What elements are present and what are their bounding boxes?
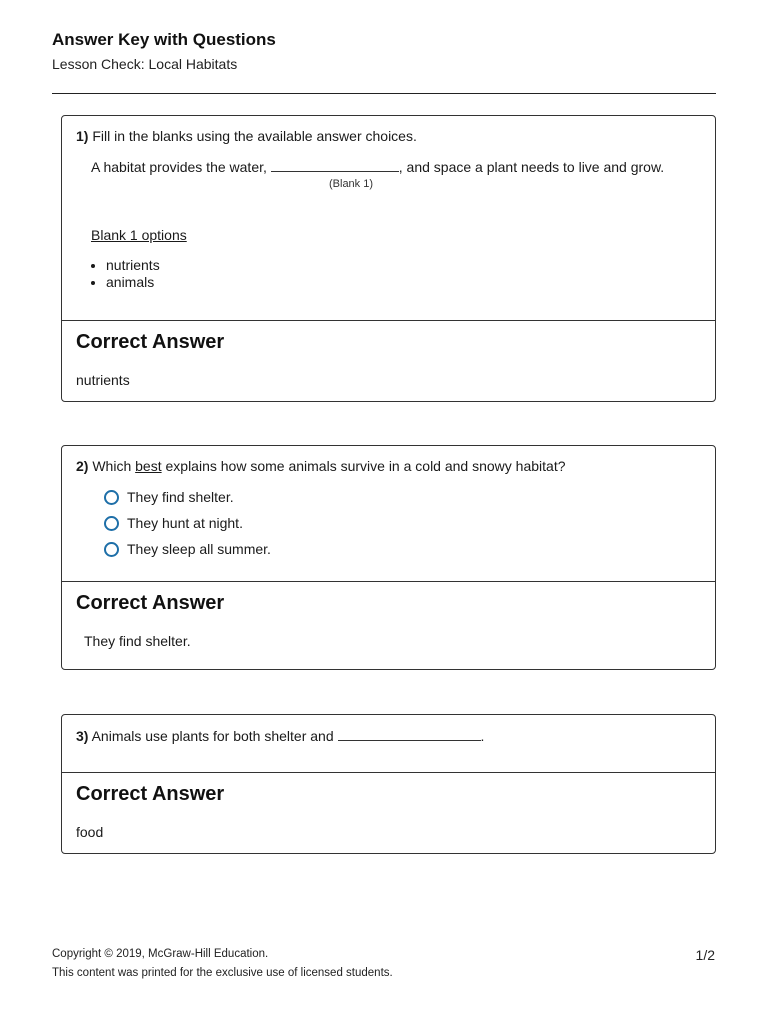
list-item: • nutrients xyxy=(106,257,160,274)
footer-notice: This content was printed for the exclusive use of licensed students. xyxy=(52,967,393,979)
question-2-body xyxy=(62,446,715,581)
question-1-instruction-text: Fill in the blanks using the available answer choices. xyxy=(92,128,417,144)
question-2-answer xyxy=(62,581,715,669)
question-1-sentence xyxy=(91,158,664,175)
sentence-start: A habitat provides the water, xyxy=(91,159,267,175)
radio-icon[interactable] xyxy=(104,490,119,505)
question-2-prompt xyxy=(76,458,566,474)
question-card-2 xyxy=(61,445,716,670)
blank-1-options-list xyxy=(106,257,160,291)
prompt-start: Animals use plants for both shelter and xyxy=(91,728,334,744)
correct-answer-heading: Correct Answer xyxy=(76,783,225,805)
blank-line xyxy=(338,727,481,741)
document-title: Answer Key with Questions xyxy=(52,30,276,49)
blank-1-caption: (Blank 1) xyxy=(329,178,374,190)
question-3-number: 3) xyxy=(76,728,89,744)
choice-1[interactable] xyxy=(104,489,234,505)
prompt-start: Which xyxy=(92,458,132,474)
question-1-number: 1) xyxy=(76,128,89,144)
choice-label: They hunt at night. xyxy=(127,515,243,531)
blank-1-options-title: Blank 1 options xyxy=(91,227,187,243)
question-2-number: 2) xyxy=(76,458,89,474)
choice-3[interactable] xyxy=(104,541,271,557)
choice-label: They find shelter. xyxy=(127,489,234,505)
question-3-body xyxy=(62,715,715,772)
footer-copyright: Copyright © 2019, McGraw-Hill Education. xyxy=(52,948,269,960)
list-item: • animals xyxy=(106,274,160,291)
page-number: 1/2 xyxy=(695,947,715,963)
question-1-body xyxy=(62,116,715,320)
choice-label: They sleep all summer. xyxy=(127,541,271,557)
question-1-instruction xyxy=(76,128,417,144)
prompt-end: . xyxy=(480,728,485,744)
correct-answer-value: They find shelter. xyxy=(84,633,191,649)
correct-answer-value: nutrients xyxy=(76,372,130,388)
radio-icon[interactable] xyxy=(104,542,119,557)
correct-answer-heading: Correct Answer xyxy=(76,331,225,353)
prompt-end: explains how some animals survive in a cold and snowy habitat? xyxy=(165,458,566,474)
sentence-end: , and space a plant needs to live and grow. xyxy=(398,159,665,175)
correct-answer-value: food xyxy=(76,824,104,840)
header-divider xyxy=(52,93,716,94)
question-card-1 xyxy=(61,115,716,402)
prompt-emphasis: best xyxy=(135,458,162,474)
choice-2[interactable] xyxy=(104,515,243,531)
question-card-3 xyxy=(61,714,716,854)
question-3-answer xyxy=(62,772,715,853)
document-subtitle: Lesson Check: Local Habitats xyxy=(52,56,238,72)
correct-answer-heading: Correct Answer xyxy=(76,592,225,614)
question-3-prompt xyxy=(76,727,484,744)
radio-icon[interactable] xyxy=(104,516,119,531)
question-1-answer xyxy=(62,320,715,402)
blank-1 xyxy=(271,158,399,172)
